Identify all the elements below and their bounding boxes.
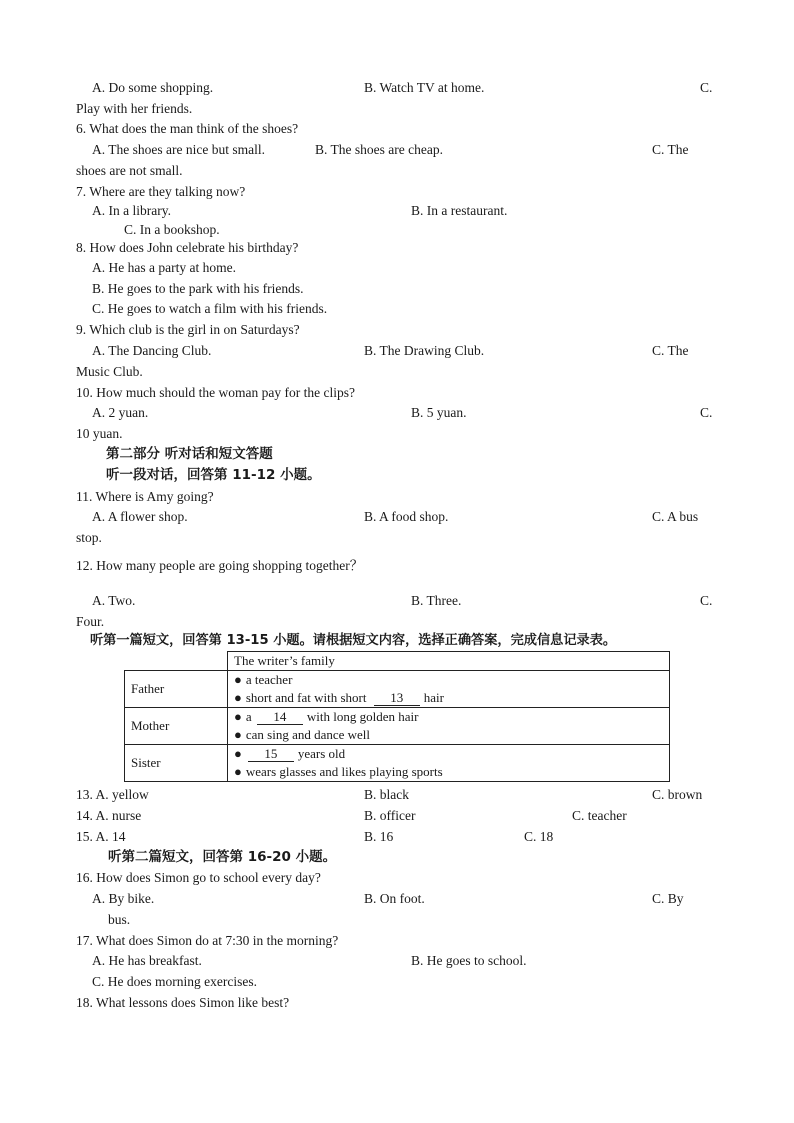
part-two-heading: 第二部分 听对话和短文答题 — [106, 446, 273, 462]
question-14-option-a: 14. A. nurse — [76, 808, 142, 823]
question-9: 9. Which club is the girl in on Saturdays? — [76, 322, 300, 337]
q16-option-a: A. By bike. — [92, 891, 155, 906]
father-detail-2-post: hair — [423, 690, 444, 705]
bullet: ● — [234, 727, 242, 742]
blank-15: 15 — [248, 747, 294, 762]
question-12: 12. How many people are going shopping together？ — [76, 558, 364, 573]
q10-option-c-marker: C. — [700, 405, 713, 420]
row-label-sister: Sister — [125, 745, 228, 782]
q10-option-b: B. 5 yuan. — [411, 405, 467, 420]
q8-option-c: C. He goes to watch a film with his friends. — [92, 301, 328, 316]
q7-option-a: A. In a library. — [92, 203, 171, 218]
bullet: ● — [234, 764, 242, 779]
q14-option-c: C. teacher — [572, 808, 627, 823]
question-11: 11. Where is Amy going? — [76, 489, 214, 504]
q12-option-b: B. Three. — [411, 593, 462, 608]
question-17: 17. What does Simon do at 7:30 in the morning? — [76, 933, 339, 948]
question-7: 7. Where are they talking now? — [76, 184, 246, 199]
q9-option-c-start: C. The — [652, 343, 689, 358]
q6-option-c-rest: shoes are not small. — [76, 163, 183, 178]
table-title: The writer’s family — [228, 652, 670, 671]
q17-option-a: A. He has breakfast. — [92, 953, 202, 968]
dialogue-instruction-11-12: 听一段对话，回答第 11-12 小题。 — [106, 467, 321, 483]
q11-option-b: B. A food shop. — [364, 509, 449, 524]
q16-option-c-start: C. By — [652, 891, 684, 906]
q8-option-a: A. He has a party at home. — [92, 260, 236, 275]
q6-option-b: B. The shoes are cheap. — [315, 142, 443, 157]
q13-option-b: B. black — [364, 787, 409, 802]
q7-option-b: B. In a restaurant. — [411, 203, 508, 218]
question-10: 10. How much should the woman pay for the clips? — [76, 385, 355, 400]
bullet: ● — [234, 672, 242, 687]
q6-option-a: A. The shoes are nice but small. — [92, 142, 265, 157]
bullet: ● — [234, 746, 242, 761]
q17-option-c: C. He does morning exercises. — [92, 974, 257, 989]
q11-option-c-start: C. A bus — [652, 509, 699, 524]
q11-option-a: A. A flower shop. — [92, 509, 188, 524]
q12-option-c-text: Four. — [76, 614, 105, 629]
q14-option-b: B. officer — [364, 808, 416, 823]
question-8: 8. How does John celebrate his birthday? — [76, 240, 299, 255]
q17-option-b: B. He goes to school. — [411, 953, 527, 968]
passage-two-instruction: 听第二篇短文，回答第 16-20 小题。 — [108, 849, 337, 865]
sister-details — [228, 745, 670, 782]
q5-option-c-marker: C. — [700, 80, 713, 95]
mother-details — [228, 708, 670, 745]
q9-option-a: A. The Dancing Club. — [92, 343, 212, 358]
sister-detail-2: wears glasses and likes playing sports — [245, 764, 443, 779]
q6-option-c-start: C. The — [652, 142, 689, 157]
mother-detail-1-post: with long golden hair — [306, 709, 419, 724]
bullet: ● — [234, 709, 242, 724]
question-13-option-a: 13. A. yellow — [76, 787, 149, 802]
q5-option-b: B. Watch TV at home. — [364, 80, 485, 95]
q8-option-b: B. He goes to the park with his friends. — [92, 281, 304, 296]
q5-option-a: A. Do some shopping. — [92, 80, 214, 95]
q9-option-b: B. The Drawing Club. — [364, 343, 485, 358]
row-label-mother: Mother — [125, 708, 228, 745]
sister-detail-1-post: years old — [297, 746, 346, 761]
table-corner — [125, 652, 228, 671]
q5-option-c-text: Play with her friends. — [76, 101, 193, 116]
q12-option-a: A. Two. — [92, 593, 136, 608]
q16-option-b: B. On foot. — [364, 891, 425, 906]
q13-option-c: C. brown — [652, 787, 703, 802]
bullet: ● — [234, 690, 242, 705]
father-details — [228, 671, 670, 708]
question-6: 6. What does the man think of the shoes? — [76, 121, 299, 136]
mother-detail-2: can sing and dance well — [245, 727, 371, 742]
q15-option-b: B. 16 — [364, 829, 394, 844]
q10-option-a: A. 2 yuan. — [92, 405, 149, 420]
question-15-option-a: 15. A. 14 — [76, 829, 126, 844]
q9-option-c-rest: Music Club. — [76, 364, 143, 379]
blank-14: 14 — [257, 710, 303, 725]
question-18: 18. What lessons does Simon like best? — [76, 995, 290, 1010]
father-detail-2-pre: short and fat with short — [245, 690, 367, 705]
q15-option-c: C. 18 — [524, 829, 554, 844]
q16-option-c-rest: bus. — [108, 912, 131, 927]
mother-detail-1-pre: a — [245, 709, 252, 724]
father-detail-1: a teacher — [245, 672, 293, 687]
q10-option-c-text: 10 yuan. — [76, 426, 123, 441]
q12-option-c-marker: C. — [700, 593, 713, 608]
family-info-table — [124, 651, 670, 782]
q7-option-c: C. In a bookshop. — [124, 222, 220, 237]
q11-option-c-rest: stop. — [76, 530, 102, 545]
question-16: 16. How does Simon go to school every day? — [76, 870, 321, 885]
row-label-father: Father — [125, 671, 228, 708]
passage-one-instruction: 听第一篇短文，回答第 13-15 小题。请根据短文内容，选择正确答案，完成信息记录表。 — [90, 633, 617, 648]
blank-13: 13 — [374, 691, 420, 706]
